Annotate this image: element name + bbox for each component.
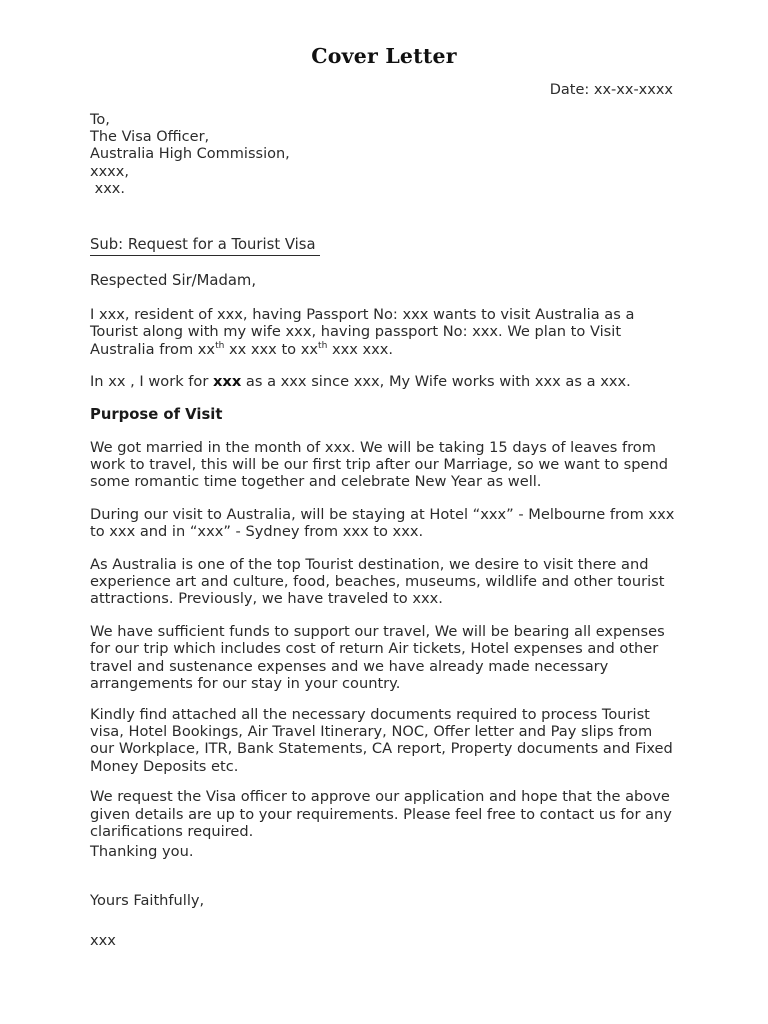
spacer-before-paragraph-7 — [90, 693, 675, 706]
page-title: Cover Letter — [311, 44, 457, 68]
spacer-before-section-heading — [90, 391, 675, 406]
paragraph-1-superscript-1: th — [215, 340, 225, 351]
spacer-before-paragraph-4 — [90, 491, 675, 506]
salutation: Respected Sir/Madam, — [90, 272, 257, 290]
paragraph-7: Kindly find attached all the necessary documents required to process Tourist visa, Hotel Bookings, Air Travel Itinerary, NOC, Offer letter and Pay slips from our Workplace, ITR, Bank Statements, CA report, Property documents and Fixed Money Deposits etc. — [90, 705, 673, 775]
signature-name: xxx — [90, 931, 116, 949]
spacer-before-salutation — [90, 256, 675, 272]
spacer-before-subject — [90, 198, 675, 234]
section-heading-purpose-of-visit: Purpose of Visit — [90, 405, 223, 423]
paragraph-1-part-b: xx xxx to xx — [224, 340, 319, 358]
spacer-before-signature — [90, 910, 590, 932]
closing-sign-off: Yours Faithfully, — [90, 892, 205, 910]
spacer-before-paragraph-3 — [90, 424, 675, 439]
date-line: Date: xx-xx-xxxx — [549, 82, 673, 98]
spacer-before-paragraph-5 — [90, 541, 675, 556]
spacer-before-sign-off — [90, 860, 590, 892]
recipient-line-2: The Visa Officer, — [90, 129, 210, 146]
subject-line-wrapper — [90, 234, 675, 256]
closing-thanks: Thanking you. — [90, 843, 194, 860]
paragraph-1-part-c: xxx xxx. — [327, 340, 394, 358]
paragraph-8: We request the Visa officer to approve our application and hope that the above given details are up to your requirements. Please feel free to contact us for any clarifications required. — [90, 788, 672, 840]
spacer-before-paragraph-6 — [90, 608, 675, 623]
paragraph-5: As Australia is one of the top Tourist destination, we desire to visit there and experience art and culture, food, beaches, museums, wildlife and other tourist attractions. Previously, we have traveled to xxx. — [90, 555, 665, 608]
recipient-line-3: Australia High Commission, — [90, 146, 290, 163]
paragraph-1-part-a: I xxx, resident of xxx, having Passport No: xxx wants to visit Australia as a Tourist along with my wife xxx, having passport No: xxx. We plan to Visit Australia from xx — [90, 306, 635, 358]
paragraph-6: We have sufficient funds to support our travel, We will be bearing all expenses for our trip which includes cost of return Air tickets, Hotel expenses and other travel and sustenance expenses and we have already made necessary arrangements for our stay in your country. — [90, 622, 665, 693]
paragraph-1 — [90, 306, 675, 358]
paragraph-2-part-a: In xx , I work for — [90, 373, 213, 391]
closing-block — [90, 843, 590, 949]
recipient-line-1: To, — [90, 112, 110, 128]
paragraph-2-part-b: as a xxx since xxx, My Wife works with xxx as a xxx. — [241, 373, 631, 391]
paragraph-3: We got married in the month of xxx. We will be taking 15 days of leaves from work to travel, this will be our first trip after our Marriage, so we want to spend some romantic time together and celebrate New Year as well. — [90, 438, 669, 491]
spacer-before-paragraph-2 — [90, 358, 675, 373]
paragraph-2 — [90, 373, 675, 390]
paragraph-1-superscript-2: th — [318, 340, 328, 351]
spacer-before-paragraph-8 — [90, 775, 675, 788]
spacer-before-paragraph-1 — [90, 290, 675, 306]
recipient-line-5: xxx. — [90, 180, 125, 197]
recipient-line-4: xxxx, — [90, 163, 129, 180]
subject-line: Sub: Request for a Tourist Visa — [90, 236, 320, 256]
paragraph-4: During our visit to Australia, will be staying at Hotel “xxx” - Melbourne from xxx to xxx and in “xxx” - Sydney from xxx to xxx. — [90, 505, 675, 541]
letter-body — [90, 112, 675, 840]
paragraph-2-bold-employer: xxx — [213, 373, 242, 391]
